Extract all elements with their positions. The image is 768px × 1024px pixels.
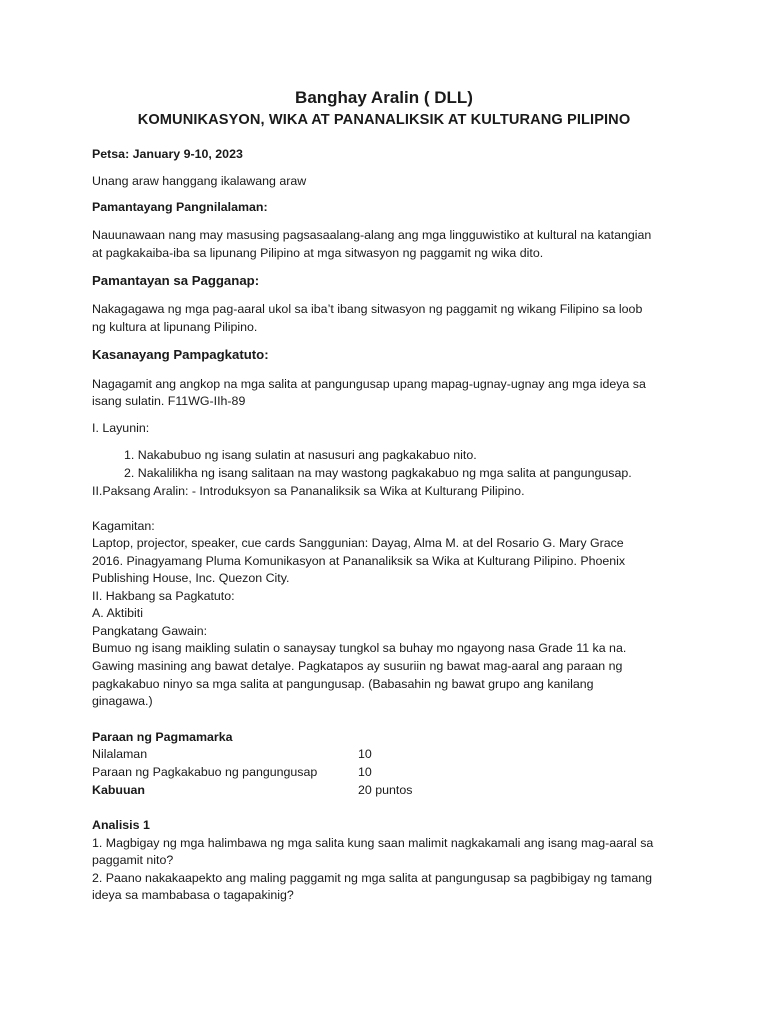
paragraph-line: at pagkakaiba-iba sa lipunang Pilipino at mga sitwasyon ng paggamit ng wika dito. <box>92 246 544 260</box>
rubric-label: Paraan ng Pagkakabuo ng pangungusap <box>92 765 318 779</box>
paragraph-line: Gawing masining ang bawat detalye. Pagkatapos ay susuriin ng bawat mag-aaral ang paraan ng <box>92 659 623 673</box>
question-line: paggamit nito? <box>92 853 174 867</box>
paragraph-line: ginagawa.) <box>92 694 153 708</box>
rubric-value: 10 <box>358 747 372 761</box>
question-line: 1. Magbigay ng mga halimbawa ng mga salita kung saan malimit nagkakamali ang isang mag-aaral sa <box>92 836 654 850</box>
rubric-total-label: Kabuuan <box>92 783 146 797</box>
hakbang-heading: II. Hakbang sa Pagkatuto: <box>92 589 235 603</box>
rubric-total-value: 20 puntos <box>358 783 413 797</box>
paragraph-line: Bumuo ng isang maikling sulatin o sanaysay tungkol sa buhay mo ngayong nasa Grade 11 ka na. <box>92 641 627 655</box>
layunin-heading: I. Layunin: <box>92 421 150 435</box>
paragraph-line: Laptop, projector, speaker, cue cards Sanggunian: Dayag, Alma M. at del Rosario G. Mary Grace <box>92 536 624 550</box>
document-title: Banghay Aralin ( DLL) <box>295 88 473 107</box>
paragraph-line: ng kultura at lipunang Pilipino. <box>92 320 258 334</box>
rubric-label: Nilalaman <box>92 747 148 761</box>
pagganap-heading: Pamantayan sa Pagganap: <box>92 273 260 288</box>
paragraph-line: pagkakabuo ninyo sa mga salita at pangungusap. (Babasahin ng bawat grupo ang kanilang <box>92 677 594 691</box>
paragraph-line: Nauunawaan nang may masusing pagsasaalang-alang ang mga lingguwistiko at kultural na katangian <box>92 228 652 242</box>
analisis-heading: Analisis 1 <box>92 818 150 832</box>
date-line: Petsa: January 9-10, 2023 <box>92 147 243 161</box>
pangnilalaman-heading: Pamantayang Pangnilalaman: <box>92 200 268 214</box>
paragraph-line: isang sulatin. F11WG-IIh-89 <box>92 394 246 408</box>
list-item: 1. Nakabubuo ng isang sulatin at nasusuri ang pagkakabuo nito. <box>124 448 477 462</box>
list-item: 2. Nakalilikha ng isang salitaan na may wastong pagkakabuo ng mga salita at pangungusap. <box>124 466 632 480</box>
question-line: ideya sa mambabasa o tagapakinig? <box>92 888 294 902</box>
kagamitan-heading: Kagamitan: <box>92 519 155 533</box>
paksa-line: II.Paksang Aralin: - Introduksyon sa Pananaliksik sa Wika at Kulturang Pilipino. <box>92 484 525 498</box>
gawain-heading: Pangkatang Gawain: <box>92 624 208 638</box>
paragraph-line: 2016. Pinagyamang Pluma Komunikasyon at Pananaliksik sa Wika at Kulturang Pilipino. Phoenix <box>92 554 626 568</box>
question-line: 2. Paano nakakaapekto ang maling paggamit ng mga salita at pangungusap sa pagbibigay ng tamang <box>92 871 653 885</box>
rubric-value: 10 <box>358 765 372 779</box>
paragraph-line: Nagagamit ang angkop na mga salita at pangungusap upang mapag-ugnay-ugnay ang mga ideya sa <box>92 377 646 391</box>
paragraph-line: Publishing House, Inc. Quezon City. <box>92 571 290 585</box>
document-subtitle: KOMUNIKASYON, WIKA AT PANANALIKSIK AT KULTURANG PILIPINO <box>137 112 631 128</box>
rubric-heading: Paraan ng Pagmamarka <box>92 730 233 744</box>
aktibiti-heading: A. Aktibiti <box>92 606 143 620</box>
paragraph-line: Nakagagawa ng mga pag-aaral ukol sa iba’t ibang sitwasyon ng paggamit ng wikang Filipino sa loob <box>92 302 643 316</box>
day-line: Unang araw hanggang ikalawang araw <box>92 174 307 188</box>
kasanayan-heading: Kasanayang Pampagkatuto: <box>92 347 269 362</box>
